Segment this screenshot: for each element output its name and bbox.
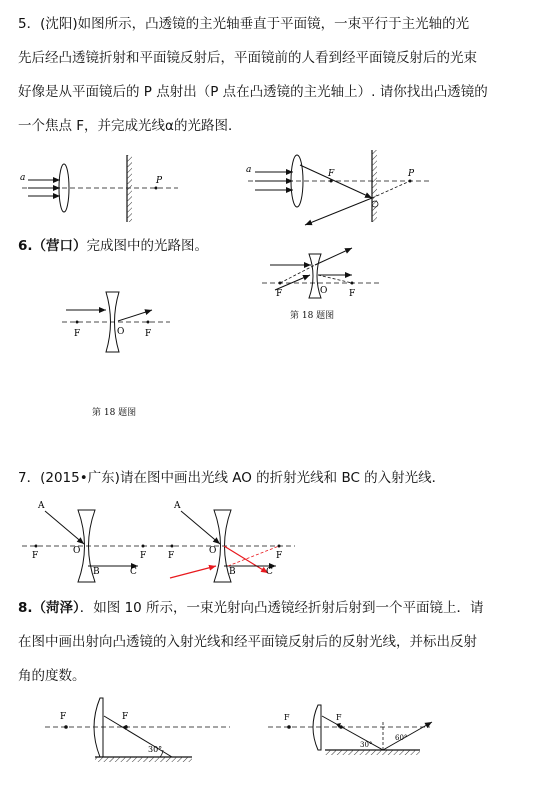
q6-text: 完成图中的光路图。 <box>86 238 209 254</box>
q7a-incident-ray-red <box>170 566 216 578</box>
q7-diagram-question <box>22 501 165 582</box>
q8-diagram-answer <box>268 705 432 755</box>
q8q-focus-left <box>64 725 68 729</box>
q5-diagram-right <box>246 150 430 225</box>
q6-caption-top: 第 18 题图 <box>290 311 335 321</box>
q8a-label-f-left: F <box>284 713 290 722</box>
q8-line-2: 在图中画出射向凸透镜的入射光线和经平面镜反射后的反射光线，并标出反射 <box>18 634 477 650</box>
q8-line-1-text: ．如图 10 所示，一束光射向凸透镜经折射后射到一个平面镜上．请 <box>79 600 484 616</box>
q7q-label-b: B <box>93 567 100 577</box>
q6-diagram-answer <box>262 248 380 299</box>
q5r-point-p <box>409 180 412 183</box>
q6a-virtual-line-2 <box>318 275 352 283</box>
q7a-label-f-left: F <box>168 551 175 561</box>
q8a-plano-convex-lens <box>313 705 321 750</box>
q7q-label-a: A <box>38 501 45 511</box>
q5-diagram-left <box>20 155 178 222</box>
q7q-label-o: O <box>73 546 81 556</box>
q5r-refracted-ray <box>300 165 372 198</box>
q5l-label-p: P <box>156 176 163 186</box>
q5r-virtual-extension <box>372 181 410 198</box>
q7q-focus-left <box>35 545 38 548</box>
q5r-reflected-ray <box>305 198 372 225</box>
q7a-label-b: B <box>229 567 236 577</box>
q8-diagram-question <box>45 698 230 762</box>
q6q-refracted-ray <box>118 310 152 321</box>
q5r-point-f <box>330 180 333 183</box>
q6q-label-o: O <box>117 327 125 337</box>
q7a-label-a: A <box>174 501 181 511</box>
q8q-label-f-right: F <box>122 712 129 722</box>
q7q-focus-right <box>142 545 145 548</box>
q6a-focus-left <box>279 282 282 285</box>
q7a-label-f-right: F <box>276 551 283 561</box>
q6q-label-f-right: F <box>145 329 152 339</box>
q7-text: 7．(2015•广东)请在图中画出光线 AO 的折射光线和 BC 的入射光线． <box>18 470 446 486</box>
q7q-ray-ao <box>45 511 84 544</box>
q8a-refracted-ray <box>322 716 383 750</box>
q7a-ray-ao <box>181 511 220 544</box>
q7a-label-c: C <box>266 567 273 577</box>
q8a-label-30: 30° <box>360 741 373 749</box>
q8q-plano-convex-lens <box>94 698 103 757</box>
q6q-focus-left <box>76 321 79 324</box>
q5r-label-p: P <box>408 169 415 179</box>
q7q-label-f-left: F <box>32 551 39 561</box>
q5r-mirror-hatch <box>372 150 377 222</box>
q5l-mirror-hatch <box>127 155 132 222</box>
q8q-focus-right <box>124 725 128 729</box>
q7-diagram-answer <box>158 501 295 582</box>
q6a-focus-right <box>351 282 354 285</box>
q5l-label-a: a <box>20 173 26 183</box>
q5r-label-f: F <box>328 169 335 179</box>
q6-diagram-question <box>62 292 170 352</box>
q5-line-1: 5．(沈阳)如图所示，凸透镜的主光轴垂直于平面镜，一束平行于主光轴的光 <box>18 16 470 32</box>
q8q-label-f-left: F <box>60 712 67 722</box>
q5r-label-a: a <box>246 165 252 175</box>
q6a-label-o: O <box>320 286 328 296</box>
q7q-label-f-right: F <box>140 551 147 561</box>
q6a-label-f-left: F <box>276 289 283 299</box>
q8q-label-30: 30° <box>148 745 163 754</box>
q8a-focus-right <box>339 725 343 729</box>
q5-line-2: 先后经凸透镜折射和平面镜反射后，平面镜前的人看到经平面镜反射后的光束 <box>18 50 477 66</box>
q8a-focus-left <box>287 725 291 729</box>
q6-prefix: 6.（营口） <box>18 238 87 254</box>
q7a-focus-right <box>278 545 281 548</box>
q6-caption-bottom: 第 18 题图 <box>92 408 137 418</box>
q5-line-4: 一个焦点 F，并完成光线α的光路图． <box>18 118 242 134</box>
q5-line-3: 好像是从平面镜后的 P 点射出（P 点在凸透镜的主光轴上）. 请你找出凸透镜的 <box>18 84 488 100</box>
q5l-point-p <box>155 187 158 190</box>
q8q-mirror-hatch <box>95 757 192 762</box>
q7a-extension-red <box>228 546 279 566</box>
q7q-label-c: C <box>130 567 137 577</box>
q7a-focus-left <box>171 545 174 548</box>
q8a-label-60: 60° <box>395 734 408 742</box>
q6q-label-f-left: F <box>74 329 81 339</box>
q8a-label-f-right: F <box>336 713 342 722</box>
q8-line-3: 角的度数。 <box>18 668 86 684</box>
q6q-focus-right <box>147 321 150 324</box>
q8a-reflected-ray <box>383 722 432 750</box>
q8-prefix: 8.（菏泽） <box>18 600 80 616</box>
q8a-mirror-hatch <box>325 750 420 755</box>
q7a-label-o: O <box>209 546 217 556</box>
q6a-label-f-right: F <box>349 289 356 299</box>
